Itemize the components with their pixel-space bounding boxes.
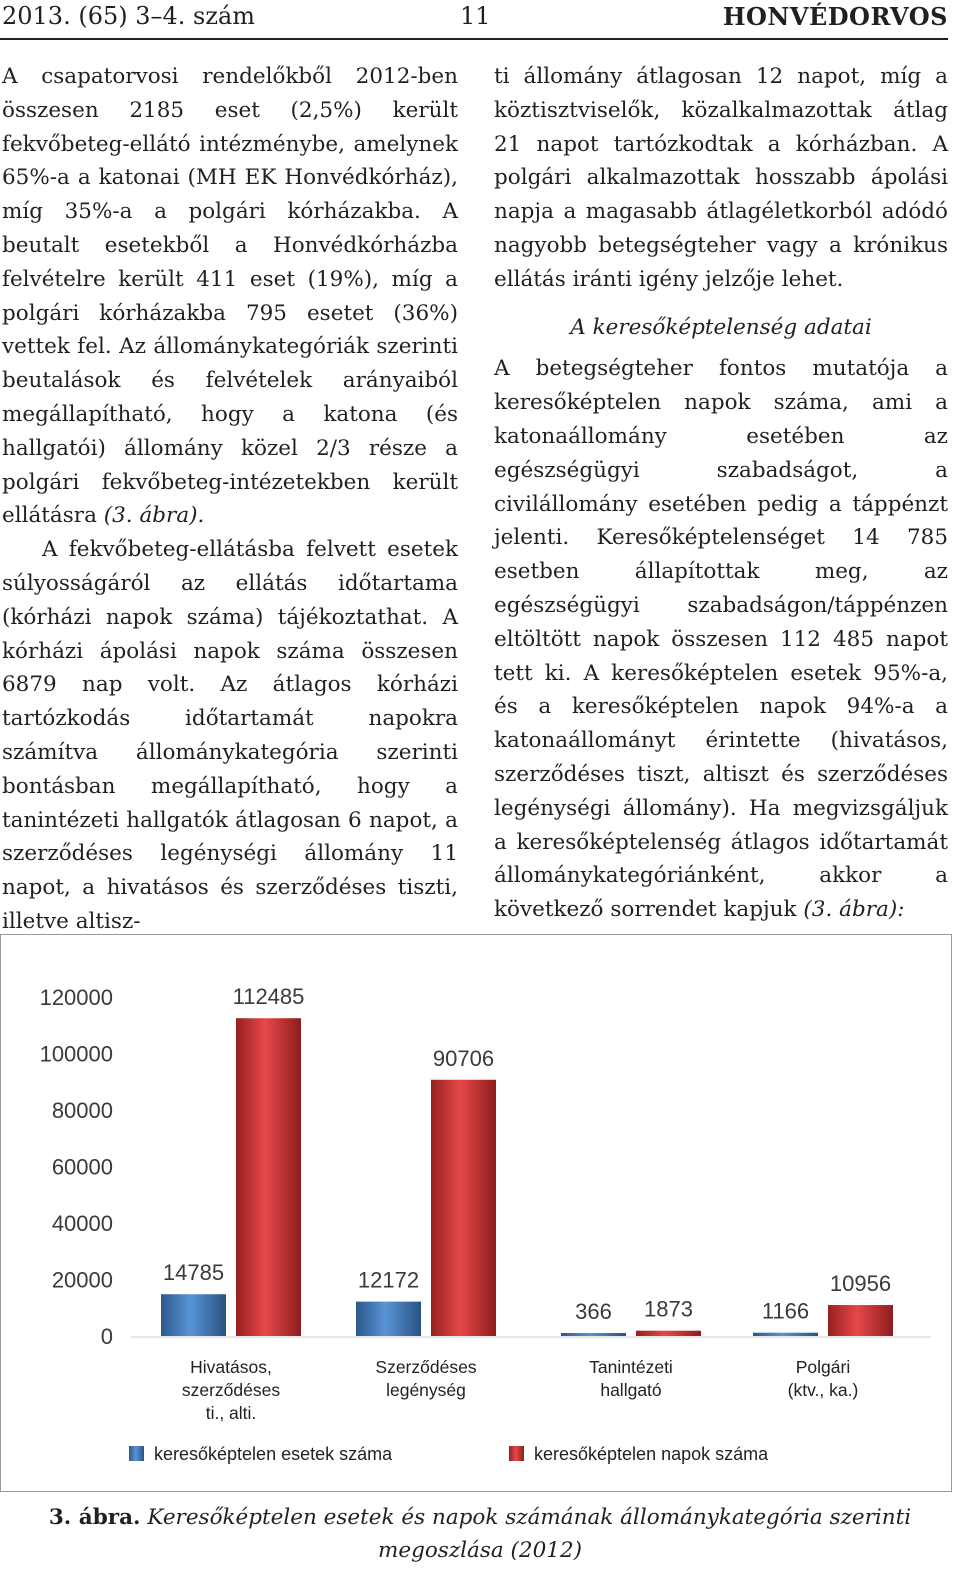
paragraph	[2, 60, 458, 533]
paragraph-text: A betegségteher fontos mutatója a keresőképtelen napok száma, ami a katonaállomány esetében az egészségügyi szabadságot, a civilállomány esetében pedig a táppénzt jelenti. Keresőképtelenséget 14 785 esetben állapítottak meg, az egészségügyi szabadságon/táppénzen eltöltött napok összesen 112 485 napot tett ki. A keresőképtelen esetek 95%-a, és a keresőképtelen napok 94%-a a katonaállományt érintette (hivatásos, szerződéses tiszt, altiszt és szerződéses legénységi állomány). Ha megvizsgáljuk a keresőképtelenség átlagos időtartamát állománykategóriánként, akkor a következő sorrendet kapjuk	[494, 356, 948, 923]
category-label: szerződéses	[181, 1380, 281, 1400]
journal-title: HONVÉDORVOS	[722, 2, 948, 31]
figure-reference: (3. ábra).	[103, 503, 205, 529]
bar-chart	[1, 935, 951, 1491]
caption-line-2	[0, 1534, 960, 1567]
header-rule	[0, 38, 948, 40]
category-label: (ktv., ka.)	[787, 1380, 859, 1400]
figure-caption	[0, 1501, 960, 1567]
paragraph: A fekvőbeteg-ellátásba felvett esetek súlyosságáról az ellátás időtartama (kórházi napok száma) tájékoztathat. A kórházi ápolási napok száma összesen 6879 nap volt. Az átlagos kórházi tartózkodás időtartamát napokra számítva állománykategória szerinti bontásban megállapítható, hogy a tanintézeti hallgatók átlagosan 6 napot, a szerződéses legénységi állomány 11 napot, a hivatásos és szerződéses tiszti, illetve altisz-	[2, 537, 458, 934]
data-label: 10956	[829, 1271, 892, 1297]
caption-text: Keresőképtelen esetek és napok számának állománykategória szerinti	[147, 1505, 912, 1530]
bar	[161, 1294, 226, 1336]
data-label: 12172	[357, 1267, 420, 1293]
section-heading: A keresőképtelenség adatai	[570, 314, 872, 340]
bar	[828, 1305, 893, 1336]
bar	[356, 1302, 421, 1336]
bar	[431, 1080, 496, 1336]
caption-text: megoszlása (2012)	[377, 1538, 583, 1563]
data-label: 1166	[761, 1298, 810, 1324]
y-tick-label: 20000	[51, 1267, 113, 1293]
figure-frame	[0, 934, 952, 1492]
data-label: 112485	[232, 984, 305, 1010]
bar	[236, 1018, 301, 1336]
caption-label: 3. ábra.	[48, 1505, 141, 1530]
paragraph-text: A csapatorvosi rendelőkből 2012-ben összesen 2185 eset (2,5%) került fekvőbeteg-ellátó intézménybe, amelynek 65%-a a katonai (MH EK Honvédkórház), míg 35%-a a polgári kórházakba. A beutalt esetekből a Honvédkórházba felvételre került 411 eset (19%), míg a polgári kórházakba 795 esetet (36%) vettek fel. Az állománykategóriák szerinti beutalások és felvételek arányaiból megállapítható, hogy a katona (és hallgatói) állomány közel 2/3 része a polgári fekvőbeteg-intézetekben került ellátásra	[2, 64, 458, 529]
bar	[636, 1331, 701, 1336]
legend-label: keresőképtelen esetek száma	[154, 1444, 393, 1464]
issue-info: 2013. (65) 3–4. szám	[2, 2, 256, 30]
category-label: Szerződéses	[375, 1357, 477, 1377]
data-label: 366	[575, 1299, 612, 1324]
legend-label: keresőképtelen napok száma	[534, 1444, 769, 1464]
category-label: Polgári	[795, 1357, 851, 1377]
left-column	[2, 60, 458, 939]
data-label: 1873	[644, 1296, 693, 1322]
y-tick-label: 80000	[51, 1098, 113, 1123]
data-label: 14785	[162, 1260, 225, 1286]
y-tick-label: 60000	[51, 1154, 113, 1180]
y-tick-label: 120000	[39, 985, 113, 1010]
data-label: 90706	[432, 1045, 495, 1071]
page-number: 11	[460, 2, 491, 30]
category-label: Tanintézeti	[589, 1357, 673, 1377]
legend-swatch	[129, 1446, 144, 1461]
legend-swatch	[509, 1446, 524, 1461]
y-tick-label: 40000	[51, 1211, 113, 1236]
bar	[561, 1333, 626, 1336]
paragraph	[494, 352, 948, 927]
figure-reference: (3. ábra):	[803, 897, 905, 923]
paragraph: ti állomány átlagosan 12 napot, míg a köztisztviselők, közalkalmazottak átlag 21 napot tartózkodtak a kórházban. A polgári alkalmazottak hosszabb ápolási napja a magasabb átlagéletkorból adódó nagyobb betegségteher vagy a krónikus ellátás iránti igény jelzője lehet.	[494, 64, 948, 292]
y-tick-label: 100000	[39, 1041, 113, 1067]
category-label: Hivatásos,	[190, 1357, 272, 1377]
right-column	[494, 60, 948, 927]
category-label: legénység	[386, 1380, 466, 1400]
y-tick-label: 0	[100, 1324, 113, 1349]
page-header	[0, 0, 960, 36]
category-label: ti., alti.	[205, 1403, 257, 1423]
bar	[753, 1333, 818, 1336]
caption-line-1	[0, 1501, 960, 1534]
category-label: hallgató	[600, 1380, 662, 1400]
